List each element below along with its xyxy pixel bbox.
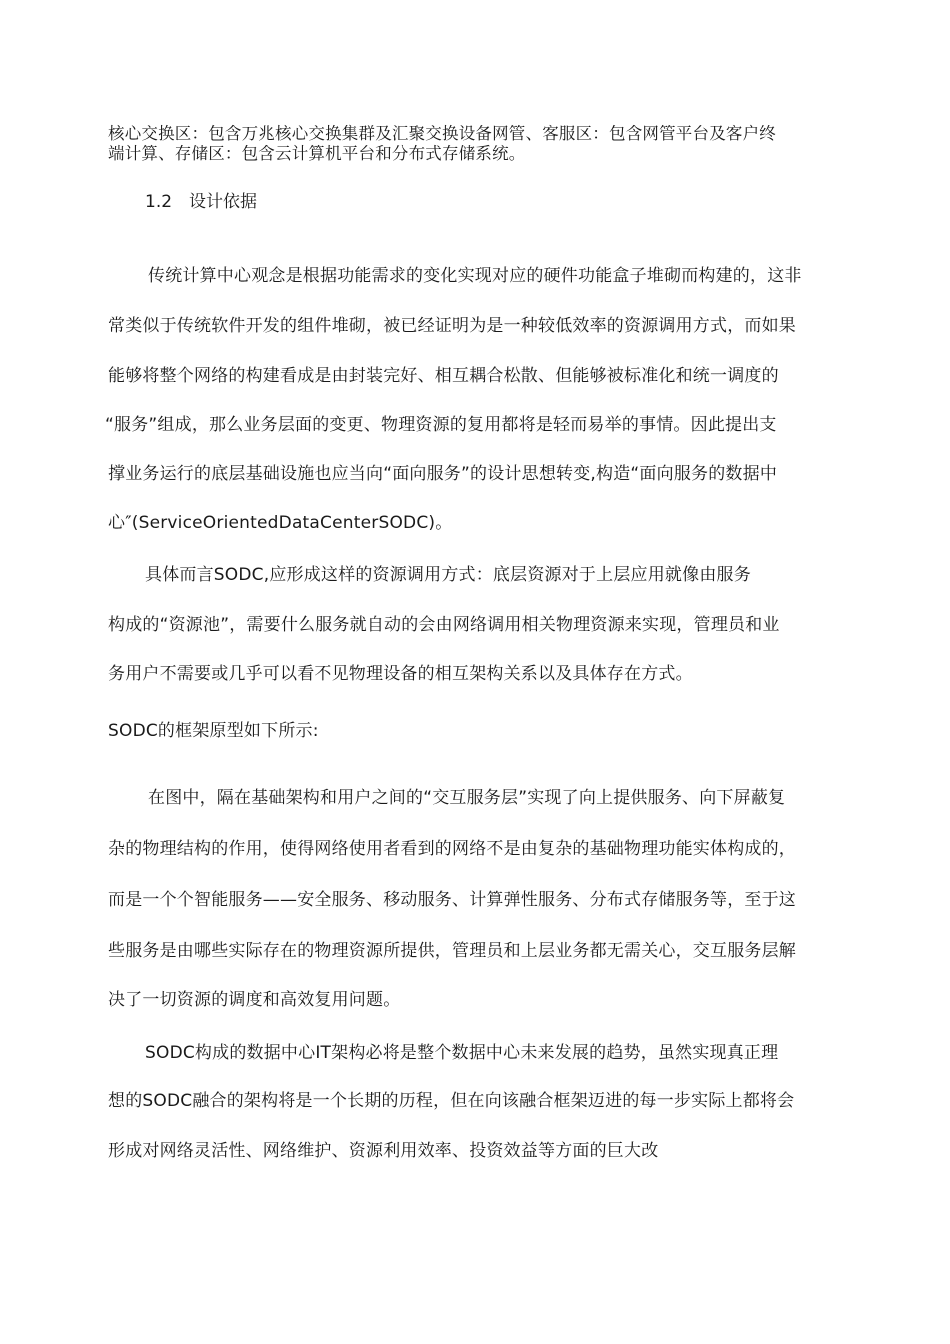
paragraph-line: 具体而言SODC,应形成这样的资源调用方式：底层资源对于上层应用就像由服务 bbox=[145, 565, 751, 585]
paragraph-line: 构成的“资源池”，需要什么服务就自动的会由网络调用相关物理资源来实现，管理员和业 bbox=[108, 615, 780, 635]
paragraph-line: 决了一切资源的调度和高效复用问题。 bbox=[108, 990, 401, 1010]
paragraph-line: 些服务是由哪些实际存在的物理资源所提供，管理员和上层业务都无需关心，交互服务层解 bbox=[108, 941, 796, 961]
paragraph-line: 形成对网络灵活性、网络维护、资源利用效率、投资效益等方面的巨大改 bbox=[108, 1141, 659, 1161]
paragraph-line: 传统计算中心观念是根据功能需求的变化实现对应的硬件功能盒子堆砌而构建的，这非 bbox=[148, 266, 802, 286]
paragraph-line: “服务”组成，那么业务层面的变更、物理资源的复用都将是轻而易举的事情。因此提出支 bbox=[105, 415, 777, 435]
paragraph-line: 在图中，隔在基础架构和用户之间的“交互服务层”实现了向上提供服务、向下屏蔽复 bbox=[148, 788, 786, 808]
paragraph-line: 心″(ServiceOrientedDataCenterSODC)。 bbox=[108, 513, 453, 533]
paragraph-line: SODC的框架原型如下所示: bbox=[108, 721, 319, 741]
section-number: 1.2 bbox=[145, 192, 173, 212]
intro-line: 核心交换区：包含万兆核心交换集群及汇聚交换设备网管、客服区：包含网管平台及客户终 bbox=[108, 124, 776, 143]
section-heading bbox=[145, 191, 257, 213]
paragraph-line: 想的SODC融合的架构将是一个长期的历程，但在向该融合框架迈进的每一步实际上都将会 bbox=[108, 1091, 795, 1111]
paragraph-line: 而是一个个智能服务——安全服务、移动服务、计算弹性服务、分布式存储服务等，至于这 bbox=[108, 890, 796, 910]
paragraph-line: 能够将整个网络的构建看成是由封装完好、相互耦合松散、但能够被标准化和统一调度的 bbox=[108, 366, 779, 386]
paragraph-line: SODC构成的数据中心IT架构必将是整个数据中心未来发展的趋势，虽然实现真正理 bbox=[145, 1043, 779, 1063]
intro-line: 端计算、存储区：包含云计算机平台和分布式存储系统。 bbox=[108, 144, 526, 163]
paragraph-line: 撑业务运行的底层基础设施也应当向“面向服务”的设计思想转变,构造“面向服务的数据中 bbox=[108, 464, 778, 484]
paragraph-line: 务用户不需要或几乎可以看不见物理设备的相互架构关系以及具体存在方式。 bbox=[108, 664, 693, 684]
paragraph-line: 杂的物理结构的作用，使得网络使用者看到的网络不是由复杂的基础物理功能实体构成的， bbox=[108, 839, 796, 859]
section-title: 设计依据 bbox=[189, 192, 257, 212]
paragraph-line: 常类似于传统软件开发的组件堆砌，被已经证明为是一种较低效率的资源调用方式，而如果 bbox=[108, 316, 796, 336]
